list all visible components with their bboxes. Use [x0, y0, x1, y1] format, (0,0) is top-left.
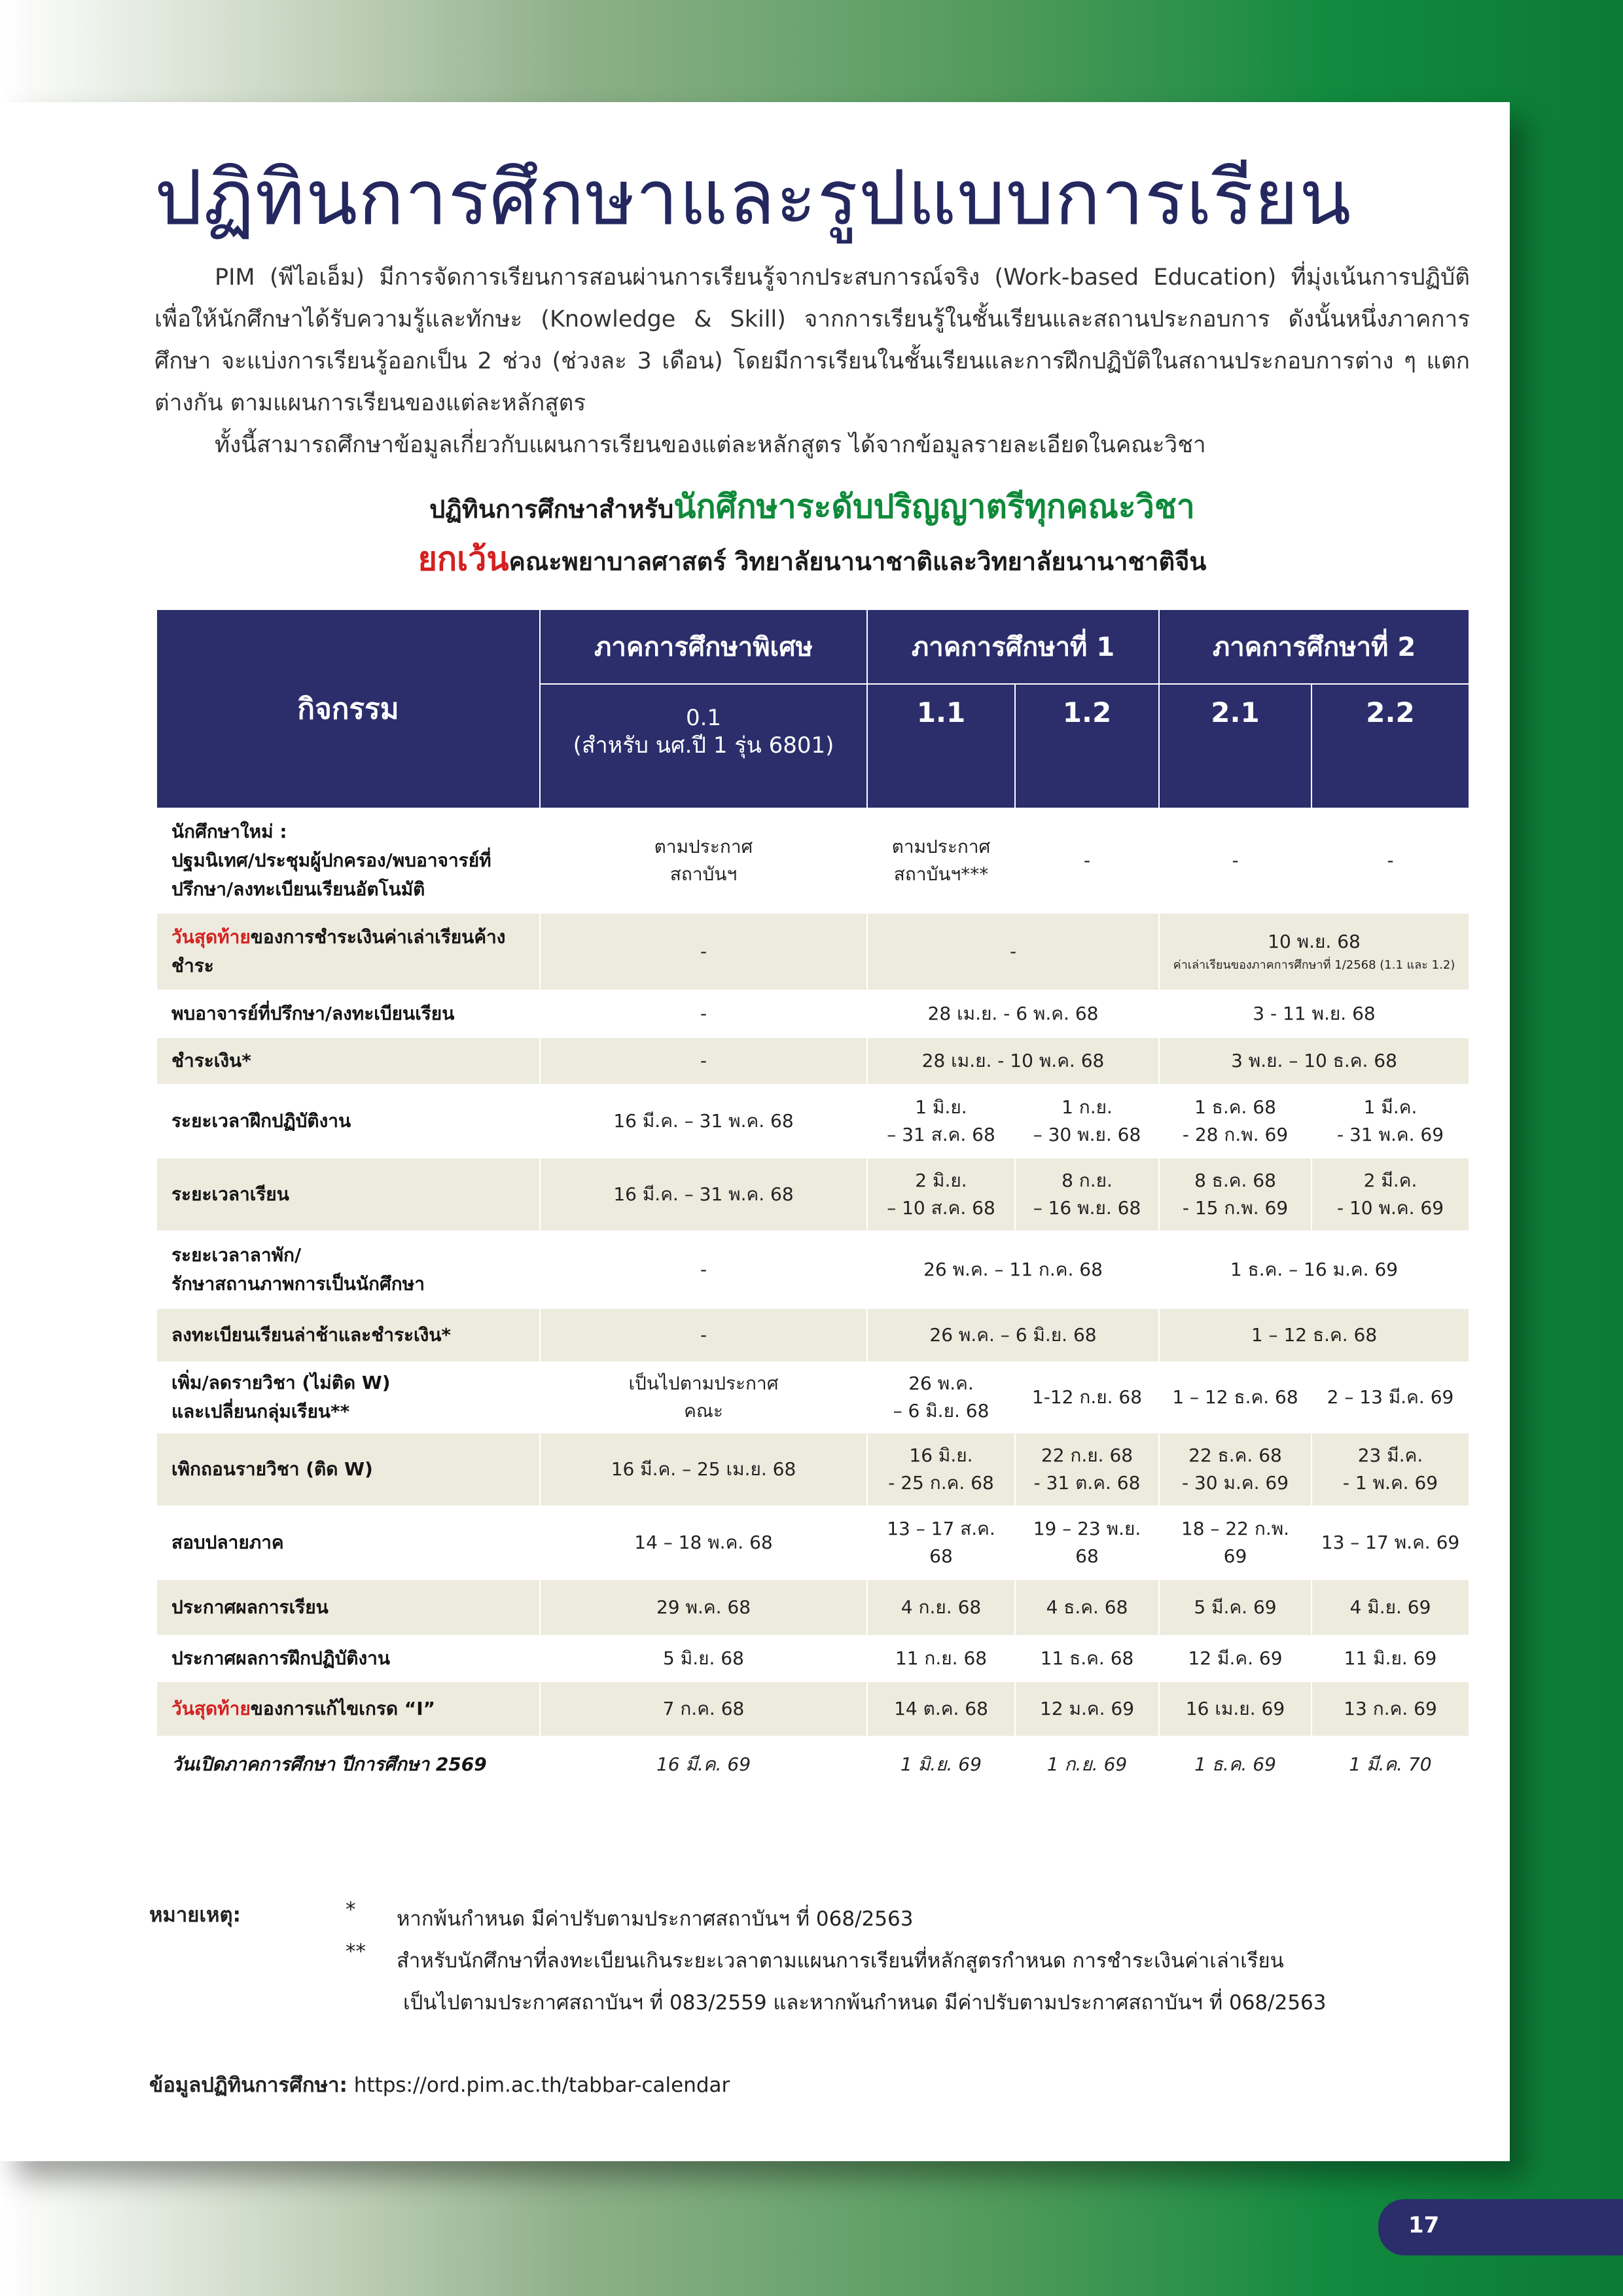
- activity-results: ประกาศผลการเรียน: [156, 1579, 540, 1636]
- cell-2-1: [1159, 1085, 1311, 1158]
- cell-2-2: 1 มี.ค. 70: [1311, 1736, 1469, 1793]
- table-row: [156, 1037, 1469, 1085]
- term-1-header: ภาคการศึกษาที่ 1: [867, 609, 1159, 684]
- cell-2-2: -: [1311, 808, 1469, 913]
- cell-special: 14 – 18 พ.ค. 68: [540, 1506, 867, 1579]
- cell-special: 5 มิ.ย. 68: [540, 1636, 867, 1681]
- sub-header-0-1-number: 0.1: [685, 705, 722, 731]
- table-header-row: [156, 609, 1469, 684]
- page-number: 17: [1408, 2212, 1440, 2238]
- note-line: สำหรับนักศึกษาที่ลงทะเบียนเกินระยะเวลาตามแผนการเรียนที่หลักสูตรกำหนด การชำระเงินค่าเล่าเรียน: [397, 1949, 1284, 1973]
- cell-line: 2 มี.ค.: [1363, 1170, 1418, 1191]
- cell-1-1: [867, 808, 1015, 913]
- table-row: [156, 1362, 1469, 1433]
- label-rest: ของการชำระเงินค่าเล่าเรียนค้าง: [250, 926, 506, 948]
- cell-1-2: [1015, 1158, 1159, 1231]
- table-row: [156, 808, 1469, 913]
- page-title: ปฏิทินการศึกษาและรูปแบบการเรียน: [154, 154, 1352, 242]
- table-row: [156, 1433, 1469, 1506]
- cell-2-2: [1311, 1085, 1469, 1158]
- cell-note: ค่าเล่าเรียนของภาคการศึกษาที่ 1/2568 (1.1 และ 1.2): [1173, 958, 1455, 972]
- table-row: [156, 990, 1469, 1037]
- cell-2-1: -: [1159, 808, 1311, 913]
- table-row: [156, 1736, 1469, 1793]
- cell-2-2: 2 – 13 มี.ค. 69: [1311, 1362, 1469, 1433]
- heading-highlight-green: นักศึกษาระดับปริญญาตรีทุกคณะวิชา: [673, 488, 1195, 526]
- cell-line: - 1 พ.ค. 69: [1342, 1472, 1438, 1494]
- cell-special: 16 มี.ค. – 31 พ.ค. 68: [540, 1085, 867, 1158]
- cell-line: 18 – 22 ก.พ.: [1181, 1518, 1290, 1539]
- cell-line: คณะ: [684, 1400, 723, 1422]
- activity-late-registration: ลงทะเบียนเรียนล่าช้าและชำระเงิน*: [156, 1308, 540, 1362]
- academic-calendar-table: [156, 609, 1470, 1793]
- cell-line: – 30 พ.ย. 68: [1033, 1124, 1141, 1145]
- cell-line: เป็นไปตามประกาศ: [628, 1372, 779, 1394]
- activity-practice-results: ประกาศผลการฝึกปฏิบัติงาน: [156, 1636, 540, 1681]
- cell-special: 29 พ.ค. 68: [540, 1579, 867, 1636]
- cell-term-2: 3 พ.ย. – 10 ธ.ค. 68: [1159, 1037, 1469, 1085]
- cell-line: 16 มิ.ย.: [909, 1444, 973, 1466]
- table-row: [156, 1506, 1469, 1579]
- cell-line: 8 ธ.ค. 68: [1194, 1170, 1276, 1191]
- sub-header-0-1-note: (สำหรับ นศ.ปี 1 รุ่น 6801): [573, 732, 834, 759]
- cell-2-1: 16 เม.ย. 69: [1159, 1681, 1311, 1736]
- table-row: [156, 1308, 1469, 1362]
- label-red-word: วันสุดท้าย: [171, 1698, 251, 1719]
- cell-line: 1 มี.ค.: [1363, 1096, 1418, 1118]
- heading-highlight-red: ยกเว้น: [418, 540, 509, 578]
- cell-line: - 15 ก.พ. 69: [1182, 1197, 1289, 1219]
- cell-term-1: 28 เม.ย. - 10 พ.ค. 68: [867, 1037, 1159, 1085]
- activity-add-drop: [156, 1362, 540, 1433]
- heading-suffix: คณะพยาบาลศาสตร์ วิทยาลัยนานาชาติและวิทยาลัยนานาชาติจีน: [508, 547, 1207, 576]
- cell-line: – 6 มิ.ย. 68: [893, 1400, 990, 1422]
- notes-label: หมายเหตุ:: [149, 1903, 241, 1927]
- cell-1-2: [1015, 1506, 1159, 1579]
- cell-1-1: [867, 1158, 1015, 1231]
- cell-2-2: 11 มิ.ย. 69: [1311, 1636, 1469, 1681]
- activity-leave: [156, 1231, 540, 1308]
- cell-term-1: -: [867, 913, 1159, 990]
- label-red-word: วันสุดท้าย: [171, 926, 251, 948]
- cell-line: 1 ธ.ค. 68: [1194, 1096, 1276, 1118]
- sub-header-1-1: 1.1: [867, 684, 1015, 808]
- table-row: [156, 1579, 1469, 1636]
- table-row: [156, 1231, 1469, 1308]
- cell-special: -: [540, 990, 867, 1037]
- cell-term-2: [1159, 913, 1469, 990]
- source-line: [149, 2068, 730, 2101]
- cell-1-1: 4 ก.ย. 68: [867, 1579, 1015, 1636]
- cell-line: - 25 ก.ค. 68: [888, 1472, 994, 1494]
- cell-1-1: 11 ก.ย. 68: [867, 1636, 1015, 1681]
- sub-header-2-2: 2.2: [1311, 684, 1469, 808]
- cell-2-2: [1311, 1158, 1469, 1231]
- label-line: และเปลี่ยนกลุ่มเรียน**: [171, 1401, 350, 1422]
- term-special-header: ภาคการศึกษาพิเศษ: [540, 609, 867, 684]
- cell-line: 68: [1075, 1545, 1099, 1567]
- cell-term-1: 26 พ.ค. – 6 มิ.ย. 68: [867, 1308, 1159, 1362]
- cell-1-2: 11 ธ.ค. 68: [1015, 1636, 1159, 1681]
- cell-term-2: 1 – 12 ธ.ค. 68: [1159, 1308, 1469, 1362]
- calendar-heading-line2: [154, 533, 1470, 585]
- activity-study-period: ระยะเวลาเรียน: [156, 1158, 540, 1231]
- cell-1-2: 1-12 ก.ย. 68: [1015, 1362, 1159, 1433]
- label-line: นักศึกษาใหม่ :: [171, 821, 287, 842]
- cell-1-2: 4 ธ.ค. 68: [1015, 1579, 1159, 1636]
- cell-line: 68: [929, 1545, 953, 1567]
- label-line: ชำระ: [171, 955, 214, 977]
- cell-1-2: [1015, 1433, 1159, 1506]
- cell-line: 13 – 17 ส.ค.: [887, 1518, 995, 1539]
- cell-special: 16 มี.ค. – 31 พ.ค. 68: [540, 1158, 867, 1231]
- cell-special: -: [540, 1037, 867, 1085]
- note-mark: **: [346, 1940, 366, 1964]
- cell-special: -: [540, 913, 867, 990]
- label-line: รักษาสถานภาพการเป็นนักศึกษา: [171, 1273, 425, 1295]
- source-link[interactable]: https://ord.pim.ac.th/tabbar-calendar: [353, 2073, 730, 2097]
- cell-1-1: 1 มิ.ย. 69: [867, 1736, 1015, 1793]
- cell-1-2: -: [1015, 808, 1159, 913]
- label-line: เพิ่ม/ลดรายวิชา (ไม่ติด W): [171, 1372, 391, 1393]
- label-line: ปรึกษา/ลงทะเบียนเรียนอัตโนมัติ: [171, 878, 425, 900]
- intro-paragraph-1: PIM (พีไอเอ็ม) มีการจัดการเรียนการสอนผ่านการเรียนรู้จากประสบการณ์จริง (Work-based Education) ที่มุ่งเน้นการปฏิบัติ เพื่อให้นักศึกษาได้รับความรู้และทักษะ (Knowledge & Skill) จากการเรียนรู้ในชั้นเรียนและสถานประกอบการ ดังนั้นหนึ่งภาคการศึกษา จะแบ่งการเรียนรู้ออกเป็น 2 ช่วง (ช่วงละ 3 เดือน) โดยมีการเรียนในชั้นเรียนและการฝึกปฏิบัติในสถานประกอบการต่าง ๆ แตกต่างกัน ตามแผนการเรียนของแต่ละหลักสูตร: [154, 264, 1470, 416]
- cell-term-1: 28 เม.ย. - 6 พ.ค. 68: [867, 990, 1159, 1037]
- cell-line: สถาบันฯ***: [893, 863, 989, 885]
- cell-2-2: 13 ก.ค. 69: [1311, 1681, 1469, 1736]
- cell-line: สถาบันฯ: [669, 863, 738, 885]
- cell-2-1: [1159, 1433, 1311, 1506]
- cell-line: 8 ก.ย.: [1061, 1170, 1113, 1191]
- page-number-badge: [1378, 2199, 1623, 2255]
- source-label: ข้อมูลปฏิทินการศึกษา:: [149, 2073, 348, 2097]
- cell-line: - 31 ต.ค. 68: [1033, 1472, 1141, 1494]
- note-text: หากพ้นกำหนด มีค่าปรับตามประกาศสถาบันฯ ที่ 068/2563: [397, 1907, 914, 1931]
- cell-line: - 10 พ.ค. 69: [1336, 1197, 1444, 1219]
- cell-term-1: 26 พ.ค. – 11 ก.ค. 68: [867, 1231, 1159, 1308]
- table-row: [156, 1085, 1469, 1158]
- activity-payment: ชำระเงิน*: [156, 1037, 540, 1085]
- cell-1-2: [1015, 1085, 1159, 1158]
- cell-line: ตามประกาศ: [654, 836, 753, 857]
- cell-line: – 16 พ.ย. 68: [1033, 1197, 1141, 1219]
- activity-grade-i: [156, 1681, 540, 1736]
- label-rest: ของการแก้ไขเกรด “I”: [250, 1698, 436, 1719]
- cell-2-1: 5 มี.ค. 69: [1159, 1579, 1311, 1636]
- activity-last-day-payment: [156, 913, 540, 990]
- cell-special: 16 มี.ค. 69: [540, 1736, 867, 1793]
- cell-line: ตามประกาศ: [891, 836, 991, 857]
- cell-1-1: [867, 1433, 1015, 1506]
- cell-special: [540, 808, 867, 913]
- note-text: [397, 1940, 1522, 2024]
- cell-2-1: [1159, 1158, 1311, 1231]
- cell-special: [540, 1362, 867, 1433]
- cell-2-2: 4 มิ.ย. 69: [1311, 1579, 1469, 1636]
- note-line: เป็นไปตามประกาศสถาบันฯ ที่ 083/2559 และหากพ้นกำหนด มีค่าปรับตามประกาศสถาบันฯ ที่ 068/2563: [403, 1991, 1327, 2015]
- activity-practice-period: ระยะเวลาฝึกปฏิบัติงาน: [156, 1085, 540, 1158]
- cell-1-1: 14 ต.ค. 68: [867, 1681, 1015, 1736]
- cell-term-2: 3 - 11 พ.ย. 68: [1159, 990, 1469, 1037]
- term-2-header: ภาคการศึกษาที่ 2: [1159, 609, 1469, 684]
- cell-line: – 10 ส.ค. 68: [887, 1197, 995, 1219]
- sub-header-1-2: 1.2: [1015, 684, 1159, 808]
- cell-line: 19 – 23 พ.ย.: [1033, 1518, 1141, 1539]
- label-line: [171, 923, 534, 952]
- sub-header-2-1: 2.1: [1159, 684, 1311, 808]
- cell-line: 1 ก.ย.: [1061, 1096, 1113, 1118]
- cell-line: 2 มิ.ย.: [915, 1170, 967, 1191]
- cell-line: – 31 ส.ค. 68: [887, 1124, 995, 1145]
- cell-2-1: 1 – 12 ธ.ค. 68: [1159, 1362, 1311, 1433]
- note-mark: *: [346, 1898, 356, 1922]
- activity-advisor: พบอาจารย์ที่ปรึกษา/ลงทะเบียนเรียน: [156, 990, 540, 1037]
- cell-line: - 28 ก.พ. 69: [1182, 1124, 1289, 1145]
- cell-2-2: [1311, 1433, 1469, 1506]
- activity-new-students: [156, 808, 540, 913]
- cell-line: 22 ธ.ค. 68: [1188, 1444, 1282, 1466]
- table-row: [156, 1681, 1469, 1736]
- cell-line: 10 พ.ย. 68: [1268, 931, 1361, 952]
- label-line: ปฐมนิเทศ/ประชุมผู้ปกครอง/พบอาจารย์ที่: [171, 850, 491, 871]
- table-row: [156, 1158, 1469, 1231]
- cell-1-2: 1 ก.ย. 69: [1015, 1736, 1159, 1793]
- cell-line: 1 มิ.ย.: [915, 1096, 967, 1118]
- cell-term-2: 1 ธ.ค. – 16 ม.ค. 69: [1159, 1231, 1469, 1308]
- cell-special: 7 ก.ค. 68: [540, 1681, 867, 1736]
- intro-text: [154, 257, 1470, 466]
- calendar-heading-line1: [154, 481, 1470, 533]
- cell-special: -: [540, 1231, 867, 1308]
- activity-final-exam: สอบปลายภาค: [156, 1506, 540, 1579]
- label-line: ระยะเวลาลาพัก/: [171, 1244, 302, 1266]
- cell-line: - 30 ม.ค. 69: [1181, 1472, 1289, 1494]
- cell-1-2: 12 ม.ค. 69: [1015, 1681, 1159, 1736]
- cell-1-1: [867, 1362, 1015, 1433]
- sub-header-0-1: [540, 684, 867, 808]
- activity-opening: วันเปิดภาคการศึกษา ปีการศึกษา 2569: [156, 1736, 540, 1793]
- heading-prefix: ปฏิทินการศึกษาสำหรับ: [429, 495, 674, 524]
- table-row: [156, 913, 1469, 990]
- cell-line: 23 มี.ค.: [1357, 1444, 1423, 1466]
- cell-1-1: [867, 1085, 1015, 1158]
- cell-2-1: [1159, 1506, 1311, 1579]
- cell-line: 26 พ.ค.: [908, 1372, 974, 1394]
- cell-line: 22 ก.ย. 68: [1041, 1444, 1133, 1466]
- table-row: [156, 1636, 1469, 1681]
- cell-line: 69: [1223, 1545, 1247, 1567]
- activity-withdraw: เพิกถอนรายวิชา (ติด W): [156, 1433, 540, 1506]
- cell-1-1: [867, 1506, 1015, 1579]
- activity-header: กิจกรรม: [156, 609, 540, 808]
- cell-line: - 31 พ.ค. 69: [1336, 1124, 1444, 1145]
- cell-special: 16 มี.ค. – 25 เม.ย. 68: [540, 1433, 867, 1506]
- cell-special: -: [540, 1308, 867, 1362]
- intro-paragraph-2: ทั้งนี้สามารถศึกษาข้อมูลเกี่ยวกับแผนการเรียนของแต่ละหลักสูตร ได้จากข้อมูลรายละเอียดในคณะวิชา: [215, 432, 1206, 458]
- cell-2-1: 12 มี.ค. 69: [1159, 1636, 1311, 1681]
- cell-2-1: 1 ธ.ค. 69: [1159, 1736, 1311, 1793]
- cell-2-2: 13 – 17 พ.ค. 69: [1311, 1506, 1469, 1579]
